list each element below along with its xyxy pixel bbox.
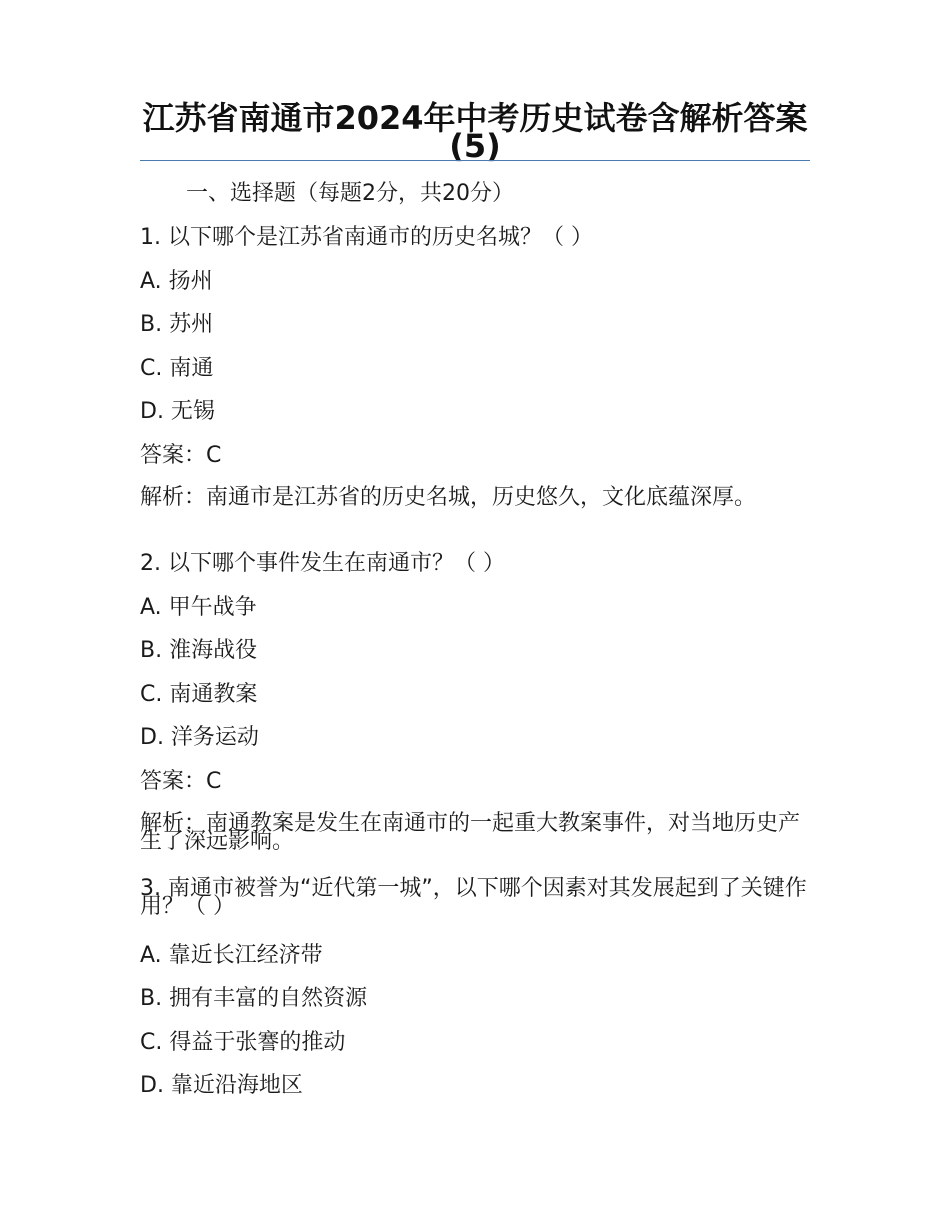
question-3-option-d: D. 靠近沿海地区 xyxy=(140,1073,303,1098)
question-2-answer: 答案：C xyxy=(140,769,222,794)
question-3-option-a: A. 靠近长江经济带 xyxy=(140,943,323,968)
question-3-option-c: C. 得益于张謇的推动 xyxy=(140,1030,346,1055)
question-2-stem: 2. 以下哪个事件发生在南通市？（ ） xyxy=(140,551,505,576)
question-2-option-d: D. 洋务运动 xyxy=(140,725,259,750)
section-heading: 一、选择题（每题2分，共20分） xyxy=(186,181,514,206)
document-title: 江苏省南通市2024年中考历史试卷含解析答案(5) xyxy=(142,99,808,165)
question-3-option-b: B. 拥有丰富的自然资源 xyxy=(140,986,368,1011)
question-1-analysis: 解析：南通市是江苏省的历史名城，历史悠久，文化底蕴深厚。 xyxy=(140,485,757,510)
question-2-analysis: 解析：南通教案是发生在南通市的一起重大教案事件，对当地历史产生了深远影响。 xyxy=(140,811,801,854)
question-3-stem: 3. 南通市被誉为“近代第一城”，以下哪个因素对其发展起到了关键作用？（ ） xyxy=(140,876,807,919)
question-1-answer: 答案：C xyxy=(140,443,222,468)
question-2-option-c: C. 南通教案 xyxy=(140,682,258,707)
title-underline xyxy=(140,160,810,161)
question-2-option-b: B. 淮海战役 xyxy=(140,638,258,663)
question-1-option-b: B. 苏州 xyxy=(140,312,214,337)
question-1-stem: 1. 以下哪个是江苏省南通市的历史名城？（ ） xyxy=(140,225,593,250)
question-1-option-a: A. 扬州 xyxy=(140,269,213,294)
question-1-option-c: C. 南通 xyxy=(140,356,214,381)
question-1-option-d: D. 无锡 xyxy=(140,399,215,424)
question-2-option-a: A. 甲午战争 xyxy=(140,595,257,620)
